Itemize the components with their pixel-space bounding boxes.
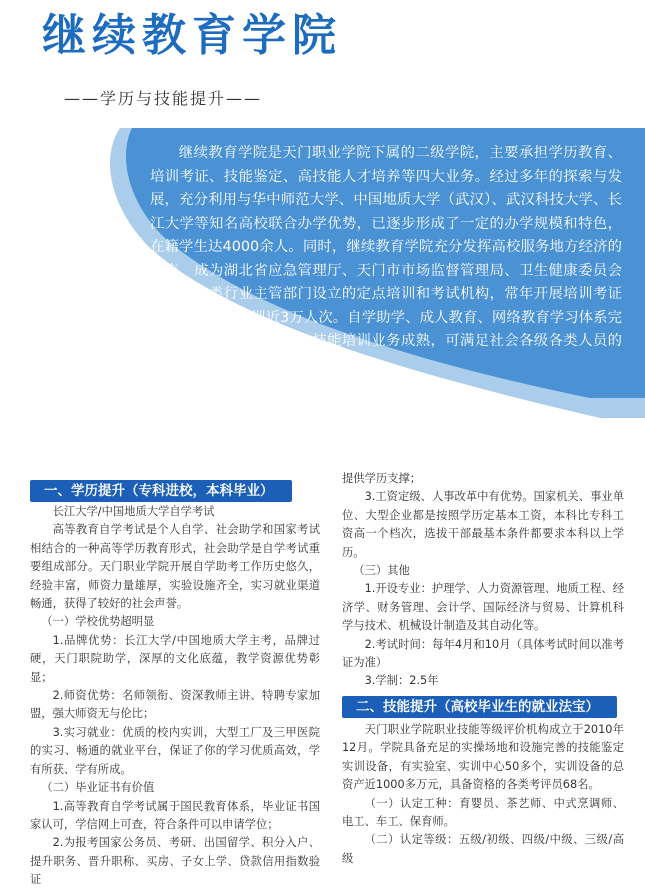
paragraph: 1.品牌优势：长江大学/中国地质大学主考，品牌过硬，天门职院助学，深厚的文化底蕴，教学资源优势彰显； (30, 633, 320, 684)
paragraph: 1.高等教育自学考试属于国民教育体系，毕业证书国家认可，学信网上可查，符合条件可以申请学位； (30, 799, 320, 831)
paragraph: 3.实习就业：优质的校内实训，大型工厂及三甲医院的实习、畅通的就业平台，保证了你的学习优质高效，学有所获、学有所成。 (30, 725, 320, 776)
paragraph: （二）毕业证书有价值 (41, 781, 155, 795)
page-title: 继续教育学院 (42, 10, 342, 61)
paragraph: （一）认定工种：育婴员、茶艺师、中式烹调师、电工、车工、保育师。 (342, 796, 624, 828)
page-subtitle: ——学历与技能提升—— (64, 89, 263, 108)
section-heading-degree: 一、学历提升（专科进校，本科毕业） (30, 480, 292, 502)
paragraph: （三）其他 (353, 564, 410, 578)
left-column (30, 480, 320, 890)
paragraph: （一）学校优势超明显 (41, 615, 155, 629)
right-column (342, 470, 624, 868)
paragraph: 提供学历支撑； (342, 472, 422, 485)
paragraph: 长江大学/中国地质大学自学考试 (52, 505, 215, 518)
intro-paragraph: 继续教育学院是天门职业学院下属的二级学院，主要承担学历教育、培训考证、技能鉴定、高技能人才培养等四大业务。经过多年的探索与发展，充分利用与华中师范大学、中国地质大学（武汉）、武汉科技大学、长江大学等知名高校联合办学优势，已逐步形成了一定的办学规模和特色，在籍学生达4000余人。同时，继续教育学院充分发挥高校服务地方经济的特点，成为湖北省应急管理厅、天门市市场监督管理局、卫生健康委员会等各级各类行业主管部门设立的定点培训和考试机构，常年开展培训考证业务，累计年培训近3万人次。自学助学、成人教育、网络教育学习体系完善，学习形式灵活多样，技能培训业务成熟，可满足社会各级各类人员的学历提升和技能提升需求。 (150, 145, 622, 373)
paragraph: 3.工资定级、人事改革中有优势。国家机关、事业单位、大型企业都是按照学历定基本工资，本科比专科工资高一个档次，选拔干部最基本条件都要求本科以上学历。 (342, 490, 624, 559)
paragraph: （二）认定等级：五级/初级、四级/中级、三级/高级 (342, 833, 624, 865)
paragraph: 2.为报考国家公务员、考研、出国留学、积分入户、提升职务、晋升职称、买房、子女上学、贷款信用指数验证 (30, 836, 320, 887)
paragraph: 2.考试时间：每年4月和10月（具体考试时间以准考证为准） (342, 637, 624, 670)
paragraph: 天门职业学院职业技能等级评价机构成立于2010年12月。学院具备充足的实操场地和设施完善的技能鉴定实训设备，有实验室、实训中心50多个，实训设备的总资产近1000多万元，具备资格的各类考评员68名。 (342, 722, 624, 792)
section-heading-skills: 二、技能提升（高校毕业生的就业法宝） (342, 696, 617, 718)
paragraph: 3.学制：2.5年 (364, 674, 439, 688)
paragraph: 高等教育自学考试是个人自学、社会助学和国家考试相结合的一种高等学历教育形式，社会助学是自学考试重要组成部分。天门职业学院开展自学助考工作历史悠久，经验丰富，师资力量雄厚，实验设施齐全，实习就业渠道畅通，获得了较好的社会声誉。 (30, 523, 320, 611)
paragraph: 1.开设专业：护理学、人力资源管理、地质工程、经济学、财务管理、会计学、国际经济与贸易、计算机科学与技术、机械设计制造及其自动化等。 (342, 582, 624, 633)
paragraph: 2.师资优势：名师领衔、资深教师主讲、特聘专家加盟，强大师资无与伦比； (30, 689, 320, 721)
